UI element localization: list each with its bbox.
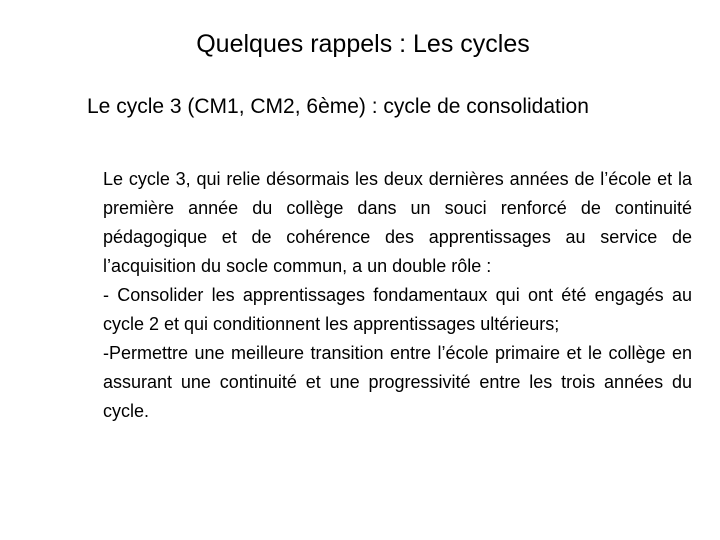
paragraph-transition: -Permettre une meilleure transition entre l’école primaire et le collège en assurant une continuité et une progressivité entre les trois années du cycle.: [103, 343, 692, 421]
slide-title: Quelques rappels : Les cycles: [196, 30, 530, 58]
slide-subtitle: Le cycle 3 (CM1, CM2, 6ème) : cycle de consolidation: [87, 95, 589, 118]
paragraph-consolider: - Consolider les apprentissages fondamentaux qui ont été engagés au cycle 2 et qui conditionnent les apprentissages ultérieurs;: [103, 285, 692, 334]
paragraph-intro: Le cycle 3, qui relie désormais les deux dernières années de l’école et la première année du collège dans un souci renforcé de continuité pédagogique et de cohérence des apprentissages au service de l’acquisition du socle commun, a un double rôle :: [103, 169, 692, 276]
slide-body: [103, 165, 692, 426]
